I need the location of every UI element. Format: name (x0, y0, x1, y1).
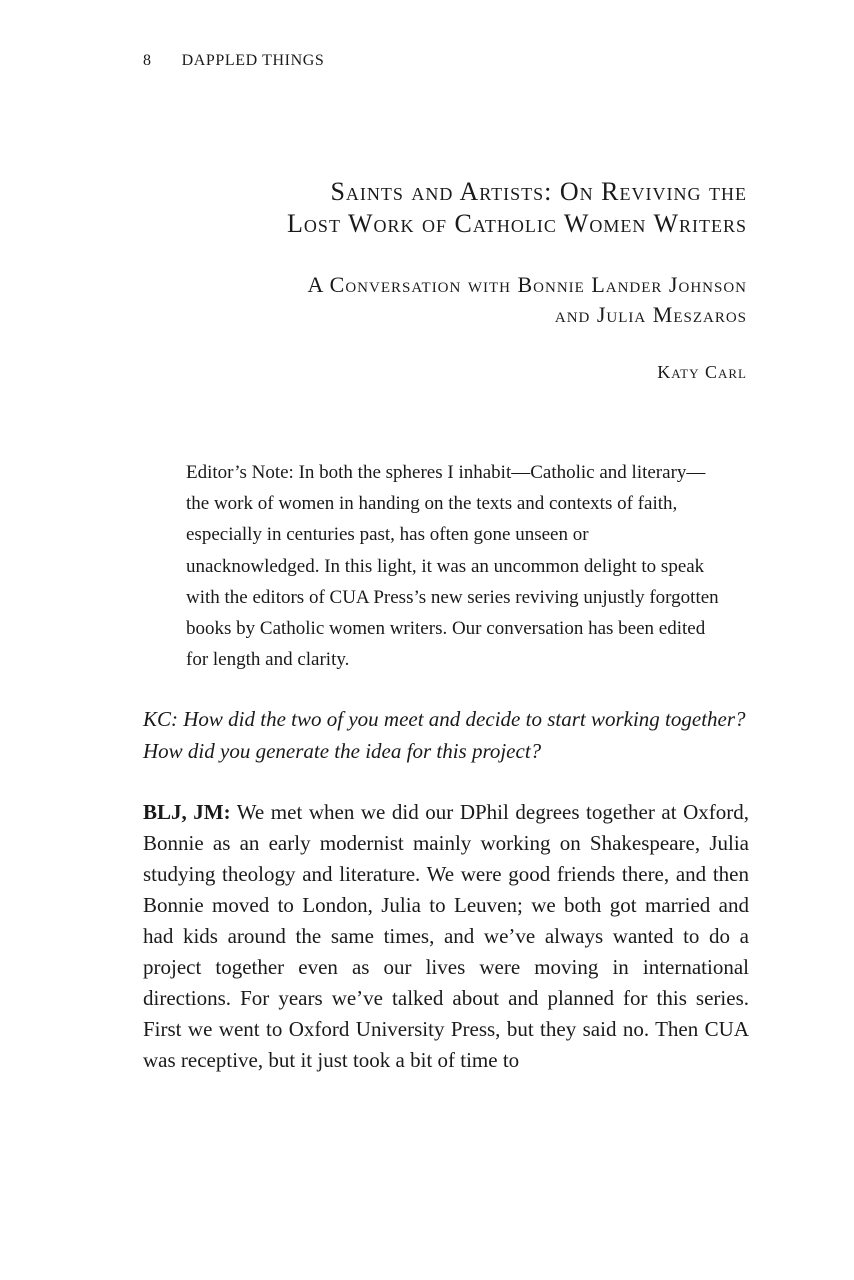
page-number: 8 (143, 52, 152, 69)
article-subtitle-line-2: and Julia Meszaros (554, 302, 747, 327)
article-title-line-2: Lost Work of Catholic Women Writers (287, 209, 747, 238)
editors-note: Editor’s Note: In both the spheres I inhabit—Catholic and literary—the work of women in handing on the texts and contexts of faith, especially in centuries past, has often gone unseen or unacknowledged. In this light, it was an uncommon delight to speak with the editors of CUA Press’s new series reviving unjustly forgotten books by Catholic women writers. Our conversation has been edited for length and clarity. (186, 462, 719, 671)
answer-speaker: BLJ, JM: (143, 800, 231, 824)
answer-text: We met when we did our DPhil degrees together at Oxford, Bonnie as an early modernist mainly working on Shakespeare, Julia studying theology and literature. We were good friends there, and then Bonnie moved to London, Julia to Leuven; we both got married and had kids around the same times, and we’ve always wanted to do a project together even as our lives were moving in international directions. For years we’ve talked about and planned for this series. First we went to Oxford University Press, but they said no. Then CUA was receptive, but it just took a bit of time to (143, 800, 749, 1072)
interview-answer (143, 797, 749, 1076)
interview-question: KC: How did the two of you meet and decide to start working together? How did you generate the idea for this project? (143, 707, 746, 763)
article-subtitle-line-1: A Conversation with Bonnie Lander Johnson (307, 272, 747, 297)
article-subtitle (143, 270, 747, 330)
article-author: Katy Carl (657, 362, 747, 382)
article-title-line-1: Saints and Artists: On Reviving the (330, 177, 747, 206)
article-title (143, 176, 747, 240)
article-header (143, 176, 747, 383)
journal-title: DAPPLED THINGS (181, 52, 325, 69)
running-head (143, 52, 324, 70)
